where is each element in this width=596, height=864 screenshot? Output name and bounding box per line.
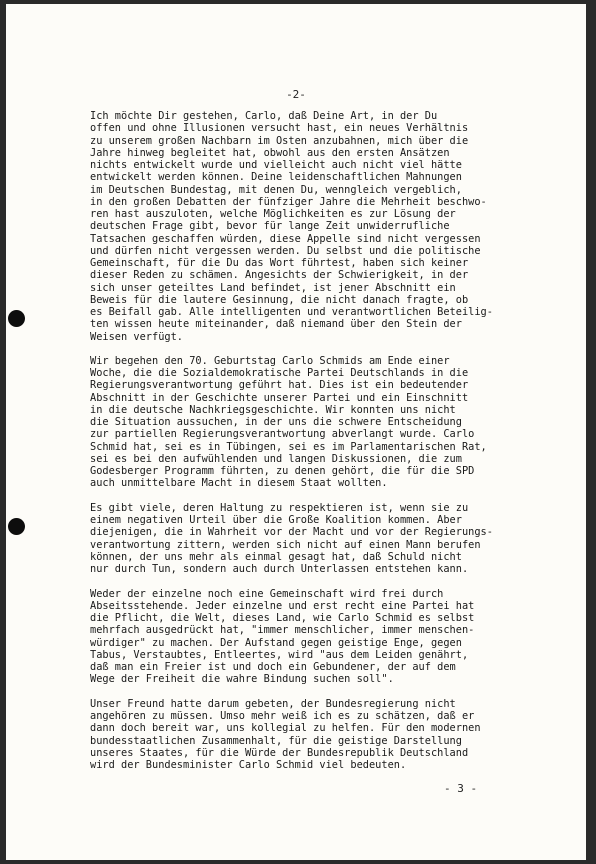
- text-line: sich unser geteiltes Land befindet, ist jener Abschnitt ein: [90, 281, 456, 294]
- paragraph: [90, 502, 560, 576]
- text-line: in den großen Debatten der fünfziger Jahre die Mehrheit beschwo-: [90, 195, 487, 208]
- text-line: auch unmittelbare Macht in diesem Staat wollten.: [90, 477, 388, 490]
- text-line: diejenigen, die in Wahrheit vor der Macht und vor der Regierungs-: [90, 526, 493, 539]
- text-line: in die deutsche Nachkriegsgeschichte. Wir konnten uns nicht: [90, 403, 456, 416]
- text-line: im Deutschen Bundestag, mit denen Du, wenngleich vergeblich,: [90, 183, 462, 196]
- text-line: verantwortung zittern, werden sich nicht auf einen Mann berufen: [90, 538, 481, 551]
- text-line: Wege der Freiheit die wahre Bindung suchen soll".: [90, 673, 394, 686]
- text-line: es Beifall gab. Alle intelligenten und verantwortlichen Beteilig-: [90, 306, 493, 318]
- text-line: und dürfen nicht vergessen werden. Du selbst und die politische: [90, 244, 481, 257]
- text-line: Beweis für die lautere Gesinnung, die nicht danach fragte, ob: [90, 293, 469, 306]
- text-line: Regierungsverantwortung geführt hat. Dies ist ein bedeutender: [90, 379, 469, 392]
- text-line: einem negativen Urteil über die Große Koalition kommen. Aber: [90, 514, 462, 527]
- text-line: dieser Reden zu schämen. Angesichts der Schwierigkeit, in der: [90, 269, 469, 282]
- text-line: daß man ein Freier ist und doch ein Gebundener, der auf dem: [90, 661, 456, 674]
- text-line: die Pflicht, die Welt, dieses Land, wie Carlo Schmid es selbst: [90, 612, 475, 625]
- text-line: ren hast auszuloten, welche Möglichkeiten es zur Lösung der: [90, 208, 456, 220]
- next-page-mark: - 3 -: [444, 782, 478, 795]
- paragraph: [90, 698, 560, 772]
- text-line: nichts entwickelt wurde und vielleicht auch nicht viel hätte: [90, 159, 462, 171]
- paragraph: [90, 588, 560, 686]
- text-line: die Situation aussuchen, in der uns die schwere Entscheidung: [90, 416, 462, 429]
- text-line: wird der Bundesminister Carlo Schmid viel bedeuten.: [90, 759, 407, 771]
- text-line: Woche, die die Sozialdemokratische Partei Deutschlands in die: [90, 367, 469, 380]
- text-line: Tatsachen geschaffen würden, diese Appelle sind nicht vergessen: [90, 232, 481, 245]
- text-line: würdiger" zu machen. Der Aufstand gegen geistige Enge, gegen: [90, 636, 462, 649]
- paragraph: [90, 355, 560, 490]
- text-line: ten wissen heute miteinander, daß niemand über den Stein der: [90, 318, 462, 331]
- text-line: unseres Staates, für die Würde der Bundesrepublik Deutschland: [90, 746, 469, 759]
- text-line: Unser Freund hatte darum gebeten, der Bundesregierung nicht: [90, 697, 456, 710]
- text-line: mehrfach ausgedrückt hat, "immer menschlicher, immer menschen-: [90, 624, 475, 637]
- text-line: Weisen verfügt.: [90, 330, 183, 343]
- text-line: nur durch Tun, sondern auch durch Unterlassen entstehen kann.: [90, 563, 469, 576]
- punch-hole-icon: [8, 310, 25, 327]
- text-line: können, der uns mehr als einmal gesagt hat, daß Schuld nicht: [90, 550, 462, 563]
- text-line: Tabus, Verstaubtes, Entleertes, wird "aus dem Leiden genährt,: [90, 648, 469, 661]
- text-line: angehören zu müssen. Umso mehr weiß ich es zu schätzen, daß er: [90, 710, 475, 722]
- text-line: Godesberger Programm führten, zu denen gehört, die für die SPD: [90, 465, 475, 478]
- text-line: dann doch bereit war, uns kollegial zu helfen. Für den modernen: [90, 722, 481, 735]
- text-line: Gemeinschaft, für die Du das Wort führtest, haben sich keiner: [90, 257, 469, 269]
- text-line: offen und ohne Illusionen versucht hast, ein neues Verhältnis: [90, 122, 469, 135]
- text-line: Wir begehen den 70. Geburtstag Carlo Schmids am Ende einer: [90, 354, 450, 367]
- text-line: Schmid hat, sei es in Tübingen, sei es im Parlamentarischen Rat,: [90, 440, 487, 453]
- text-line: zu unserem großen Nachbarn im Osten anzubahnen, mich über die: [90, 134, 469, 147]
- text-line: Ich möchte Dir gestehen, Carlo, daß Deine Art, in der Du: [90, 110, 438, 122]
- text-line: entwickelt werden können. Deine leidenschaftlichen Mahnungen: [90, 171, 462, 184]
- document-page: [6, 4, 586, 860]
- text-line: Jahre hinweg begleitet hat, obwohl aus den ersten Ansätzen: [90, 146, 450, 159]
- punch-hole-icon: [8, 518, 25, 535]
- text-line: sei es bei den aufwühlenden und langen Diskussionen, die zum: [90, 452, 462, 465]
- text-line: Abschnitt in der Geschichte unserer Partei und ein Einschnitt: [90, 391, 469, 404]
- text-line: zur partiellen Regierungsverantwortung abverlangt wurde. Carlo: [90, 428, 475, 441]
- text-line: deutschen Frage gibt, bevor für lange Zeit unwiderrufliche: [90, 220, 450, 233]
- text-line: Es gibt viele, deren Haltung zu respektieren ist, wenn sie zu: [90, 501, 469, 514]
- letter-body: [90, 110, 560, 783]
- text-line: Abseitsstehende. Jeder einzelne und erst recht eine Partei hat: [90, 599, 475, 612]
- paragraph: [90, 110, 560, 343]
- text-line: Weder der einzelne noch eine Gemeinschaft wird frei durch: [90, 587, 444, 600]
- page-number: -2-: [286, 88, 306, 101]
- text-line: bundesstaatlichen Zusammenhalt, für die geistige Darstellung: [90, 734, 462, 747]
